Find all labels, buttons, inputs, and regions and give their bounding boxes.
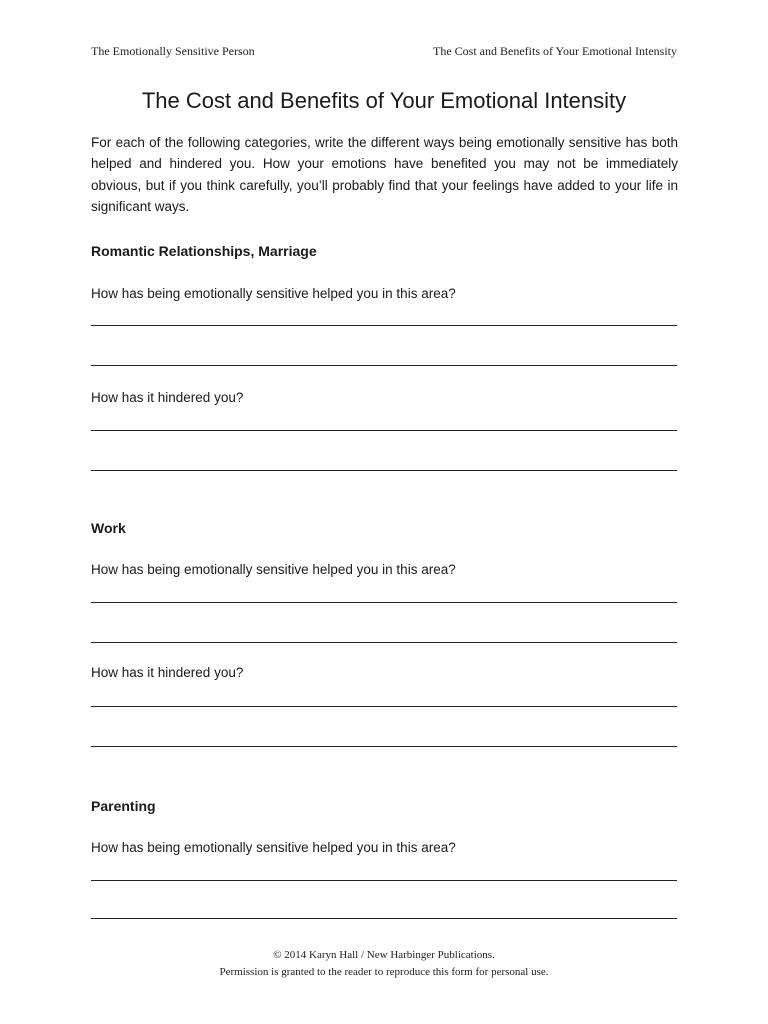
running-header-left: The Emotionally Sensitive Person <box>91 44 255 58</box>
answer-line[interactable] <box>91 365 677 366</box>
hindered-prompt: How has it hindered you? <box>91 665 244 680</box>
answer-line[interactable] <box>91 880 677 881</box>
section-heading: Parenting <box>91 798 156 814</box>
intro-paragraph: For each of the following categories, write the different ways being emotionally sensitive has both helped and hindered you. How your emotions have benefited you may not be immediately obvious, but if you think carefully, you’ll probably find that your feelings have added to your life in significant ways. <box>91 135 678 214</box>
helped-prompt: How has being emotionally sensitive helped you in this area? <box>91 840 456 855</box>
section-heading: Romantic Relationships, Marriage <box>91 243 317 259</box>
page-footer <box>0 947 768 981</box>
running-header <box>91 44 677 59</box>
copyright-line: © 2014 Karyn Hall / New Harbinger Publications. <box>273 949 495 961</box>
answer-line[interactable] <box>91 430 677 431</box>
permission-line: Permission is granted to the reader to reproduce this form for personal use. <box>219 966 549 978</box>
hindered-prompt: How has it hindered you? <box>91 390 244 405</box>
answer-line[interactable] <box>91 746 677 747</box>
answer-line[interactable] <box>91 325 677 326</box>
helped-prompt: How has being emotionally sensitive helped you in this area? <box>91 562 456 577</box>
section-work <box>91 518 677 747</box>
page-title: The Cost and Benefits of Your Emotional Intensity <box>141 88 627 113</box>
answer-line[interactable] <box>91 642 677 643</box>
section-parenting <box>91 796 677 919</box>
answer-line[interactable] <box>91 706 677 707</box>
answer-line[interactable] <box>91 918 677 919</box>
answer-line[interactable] <box>91 602 677 603</box>
section-romantic-relationships <box>91 241 677 471</box>
running-header-right: The Cost and Benefits of Your Emotional Intensity <box>433 44 677 58</box>
helped-prompt: How has being emotionally sensitive helped you in this area? <box>91 286 456 301</box>
section-heading: Work <box>91 520 126 536</box>
answer-line[interactable] <box>91 470 677 471</box>
